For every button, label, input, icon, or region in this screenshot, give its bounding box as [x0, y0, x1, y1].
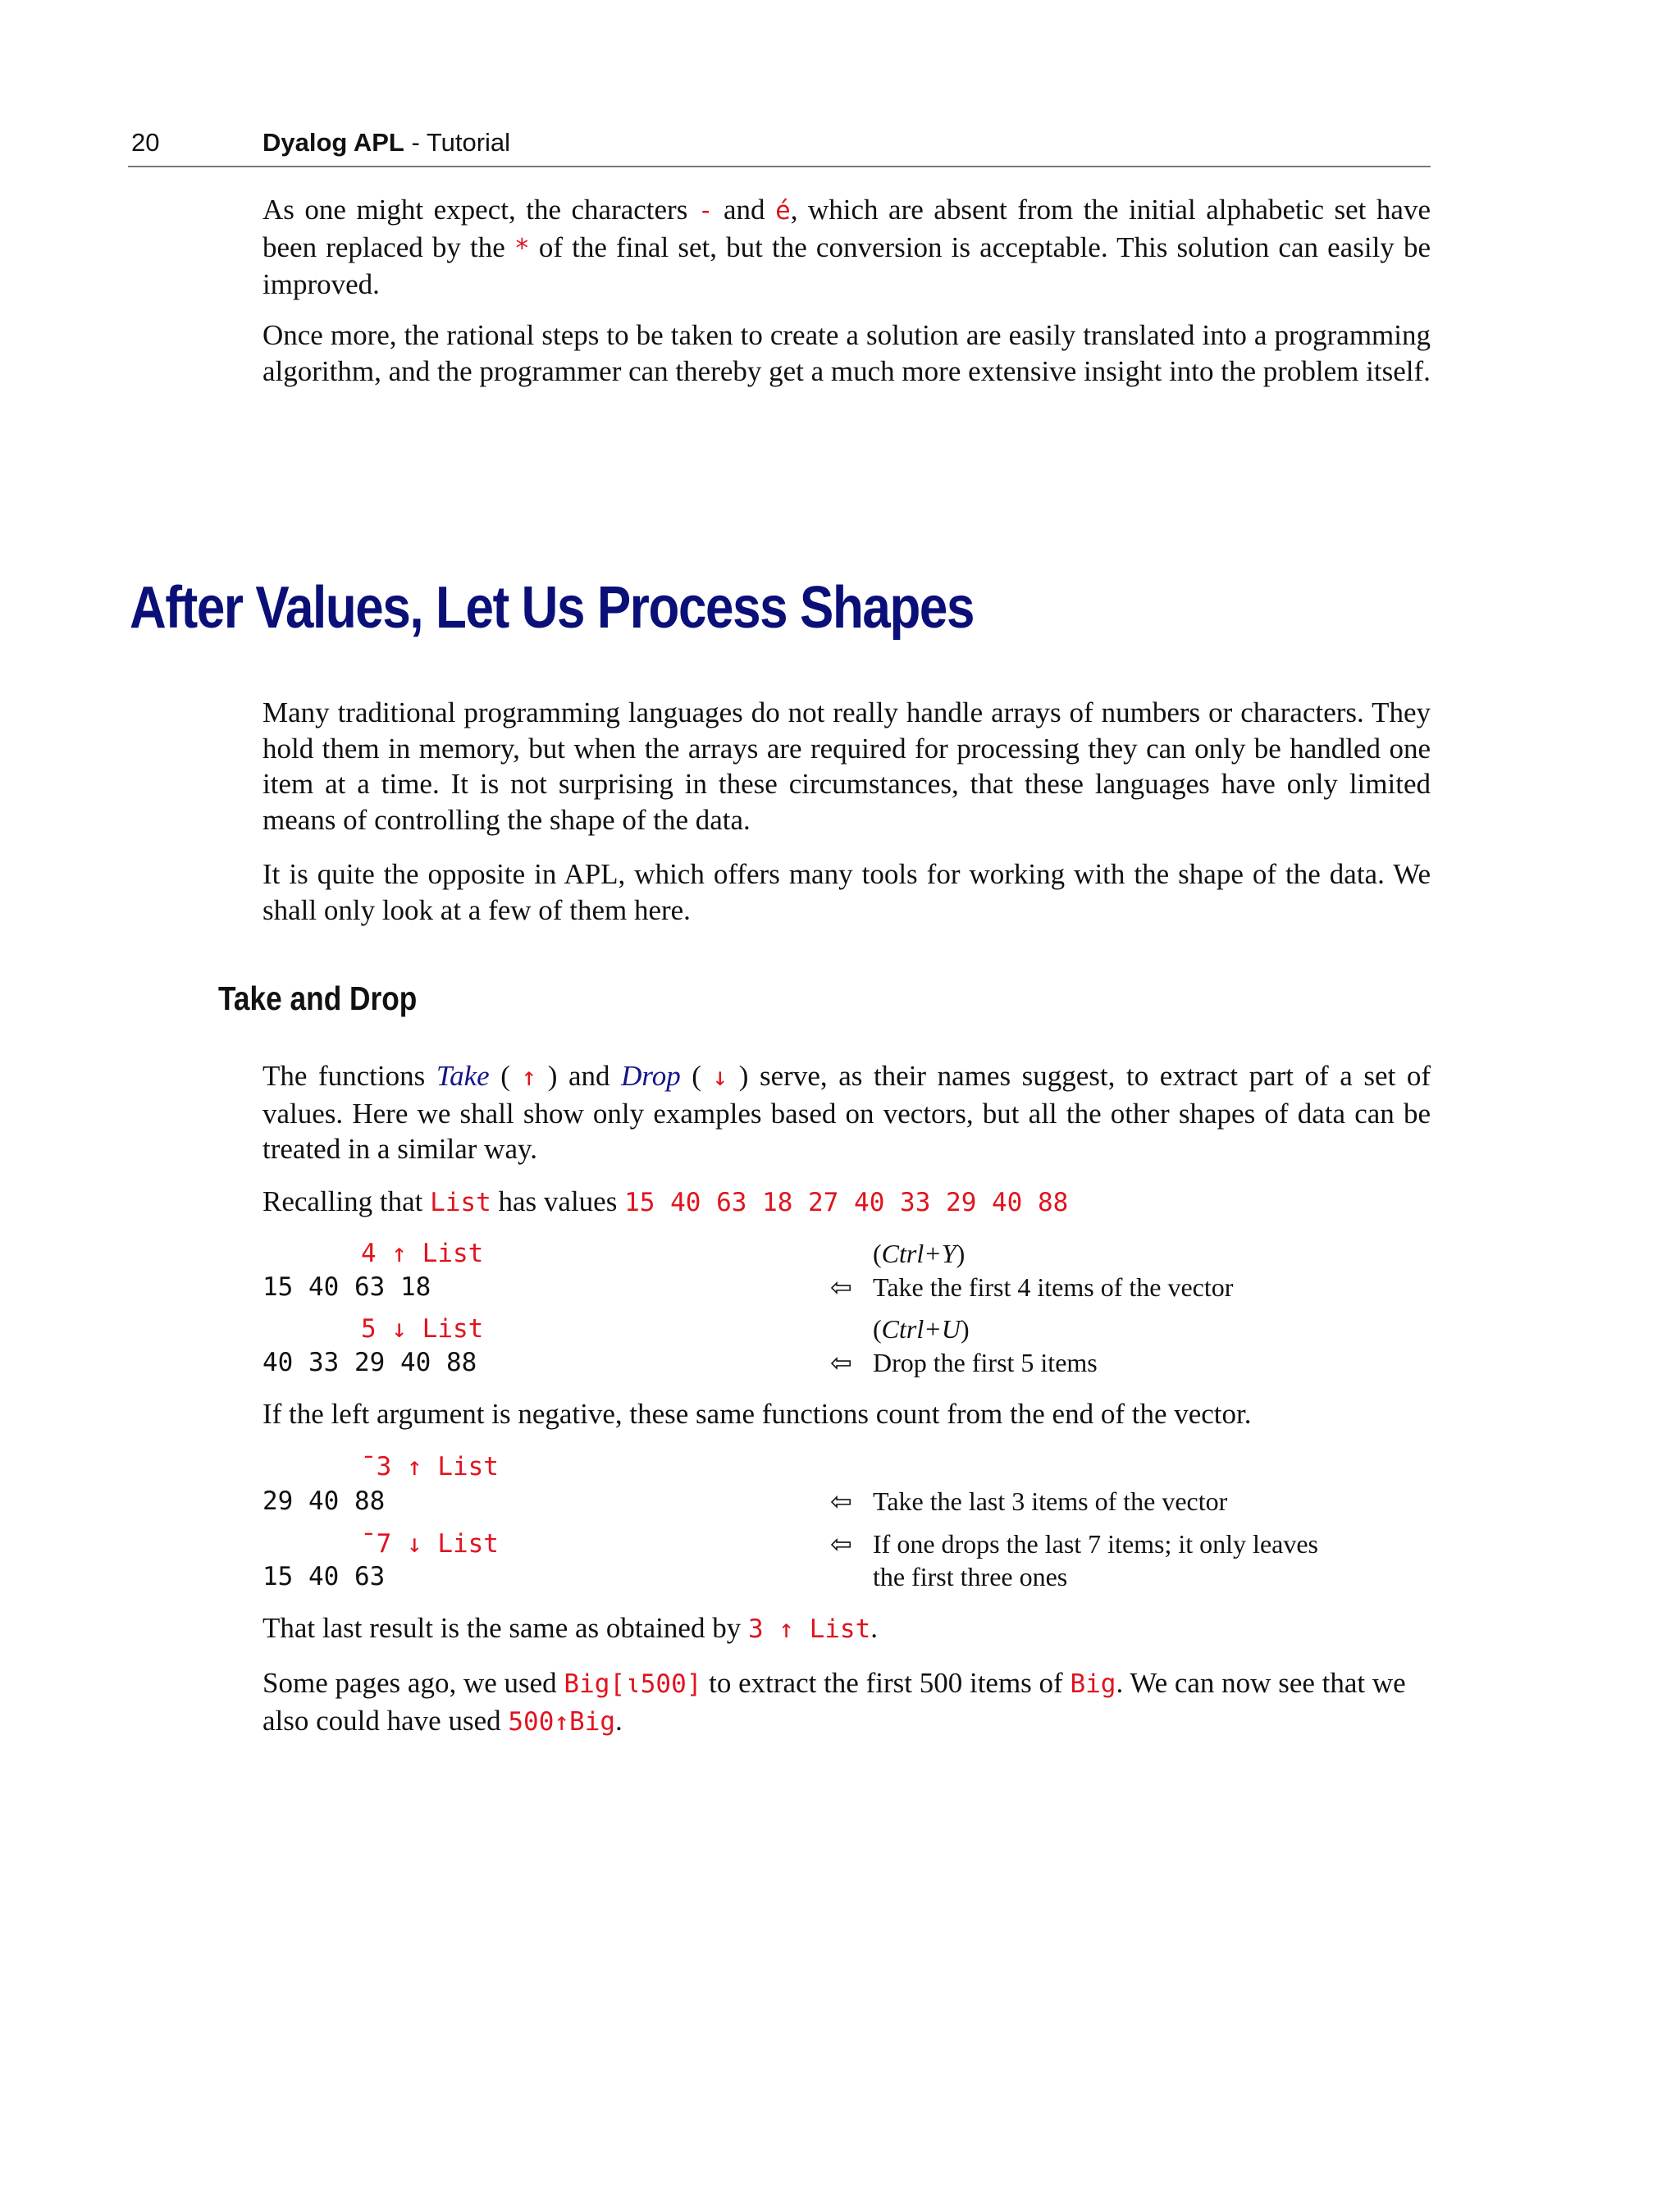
text-run: , which are absent from the initial alphabetic set have been replaced by the — [262, 194, 1431, 263]
negative-argument-paragraph: If the left argument is negative, these same functions count from the end of the vector. — [262, 1398, 1252, 1430]
paren-open: ( — [873, 1314, 882, 1344]
apl-output: 29 40 88 — [262, 1486, 386, 1516]
paren-open: ( — [873, 1239, 882, 1268]
apl-input-drop-last: ¯7 ↓ List — [361, 1529, 499, 1559]
text-run: That last result is the same as obtained by — [262, 1612, 748, 1644]
left-arrow-icon: ⇦ — [830, 1348, 852, 1377]
inline-code: List — [430, 1188, 491, 1217]
apl-output: 40 33 29 40 88 — [262, 1348, 477, 1377]
apl-output: 15 40 63 18 — [262, 1272, 431, 1302]
text-run: of the final set, but the conversion is acceptable. This solution can easily be improved. — [262, 231, 1431, 301]
take-term: Take — [436, 1060, 490, 1092]
recalling-paragraph — [262, 1184, 1431, 1221]
intro-paragraph-1 — [262, 192, 1431, 303]
comment — [830, 1346, 1098, 1379]
comment-continuation: the first three ones — [873, 1562, 1068, 1591]
shortcut-note — [873, 1237, 965, 1270]
text-run: As one might expect, the characters — [262, 194, 698, 226]
text-run: ) and — [536, 1060, 622, 1092]
left-arrow-icon: ⇦ — [830, 1486, 852, 1516]
keyboard-shortcut: Ctrl+U — [881, 1314, 961, 1344]
inline-code: 3 ↑ List — [747, 1614, 871, 1644]
text-run: has values — [491, 1185, 625, 1217]
subsection-heading: Take and Drop — [218, 979, 418, 1017]
book-title-rest: - Tutorial — [404, 128, 511, 157]
running-header — [128, 128, 1431, 167]
inline-code: - — [697, 196, 714, 226]
section-paragraph-2: It is quite the opposite in APL, which offers many tools for working with the shape of the data. We shall only look at a few of them here. — [262, 858, 1431, 926]
drop-term: Drop — [621, 1060, 681, 1092]
comment-text: If one drops the last 7 items; it only leaves — [873, 1529, 1318, 1559]
text-run: Recalling that — [262, 1185, 431, 1217]
inline-code: * — [514, 233, 530, 263]
book-title-bold: Dyalog APL — [262, 128, 404, 157]
left-arrow-icon: ⇦ — [830, 1272, 852, 1302]
take-symbol: ↑ — [521, 1062, 537, 1092]
text-run: ( — [489, 1060, 522, 1092]
comment — [830, 1485, 1227, 1518]
text-run: to extract the first 500 items of — [701, 1667, 1071, 1699]
inline-code: 15 40 63 18 27 40 33 29 40 88 — [624, 1188, 1069, 1217]
keyboard-shortcut: Ctrl+Y — [881, 1239, 956, 1268]
shortcut-note — [873, 1313, 970, 1345]
apl-input-drop: 5 ↓ List — [361, 1314, 484, 1344]
last-result-paragraph — [262, 1610, 1431, 1648]
apl-input-take: 4 ↑ List — [361, 1239, 484, 1268]
text-run: and — [713, 194, 776, 226]
left-arrow-icon: ⇦ — [830, 1529, 852, 1559]
apl-output: 15 40 63 — [262, 1562, 386, 1591]
text-run: Some pages ago, we used — [262, 1667, 564, 1699]
page-number: 20 — [131, 128, 160, 157]
intro-paragraph-2: Once more, the rational steps to be taken to create a solution are easily translated into a programming algorithm, and the programmer can thereby get a much more extensive insight into the problem itself. — [262, 319, 1431, 387]
take-drop-paragraph — [262, 1058, 1431, 1167]
paren-close: ) — [956, 1239, 966, 1268]
section-heading: After Values, Let Us Process Shapes — [130, 575, 975, 641]
inline-code: Big[⍳500] — [564, 1669, 702, 1699]
text-run: ( — [680, 1060, 713, 1092]
inline-code: Big — [1070, 1669, 1116, 1699]
text-run: . — [870, 1612, 879, 1644]
drop-symbol: ↓ — [712, 1062, 728, 1092]
comment-text: Take the last 3 items of the vector — [873, 1486, 1228, 1516]
text-run: . — [615, 1704, 623, 1737]
text-run: ) serve, as their names suggest, to extract part of a set of values. Here we shall show only examples based on vectors, but all the other shapes of data can be treated in a similar way. — [262, 1060, 1431, 1166]
comment-text: Drop the first 5 items — [873, 1348, 1098, 1377]
inline-code: 500↑Big — [508, 1706, 616, 1737]
comment — [830, 1271, 1233, 1304]
comment-text: Take the first 4 items of the vector — [873, 1272, 1234, 1302]
text-run: . We can now see that we also could have used — [262, 1667, 1406, 1737]
book-title — [262, 128, 510, 158]
comment — [830, 1527, 1318, 1560]
some-pages-ago-paragraph — [262, 1665, 1431, 1740]
paren-close: ) — [960, 1314, 970, 1344]
section-paragraph-1: Many traditional programming languages do not really handle arrays of numbers or characters. They hold them in memory, but when the arrays are required for processing they can only be handled one item at a time. It is not surprising in these circumstances, that these languages have only limited means of controlling the shape of the data. — [262, 696, 1431, 836]
apl-input-take-last: ¯3 ↑ List — [361, 1452, 499, 1482]
inline-code: é — [775, 196, 791, 226]
text-run: The functions — [262, 1060, 436, 1092]
